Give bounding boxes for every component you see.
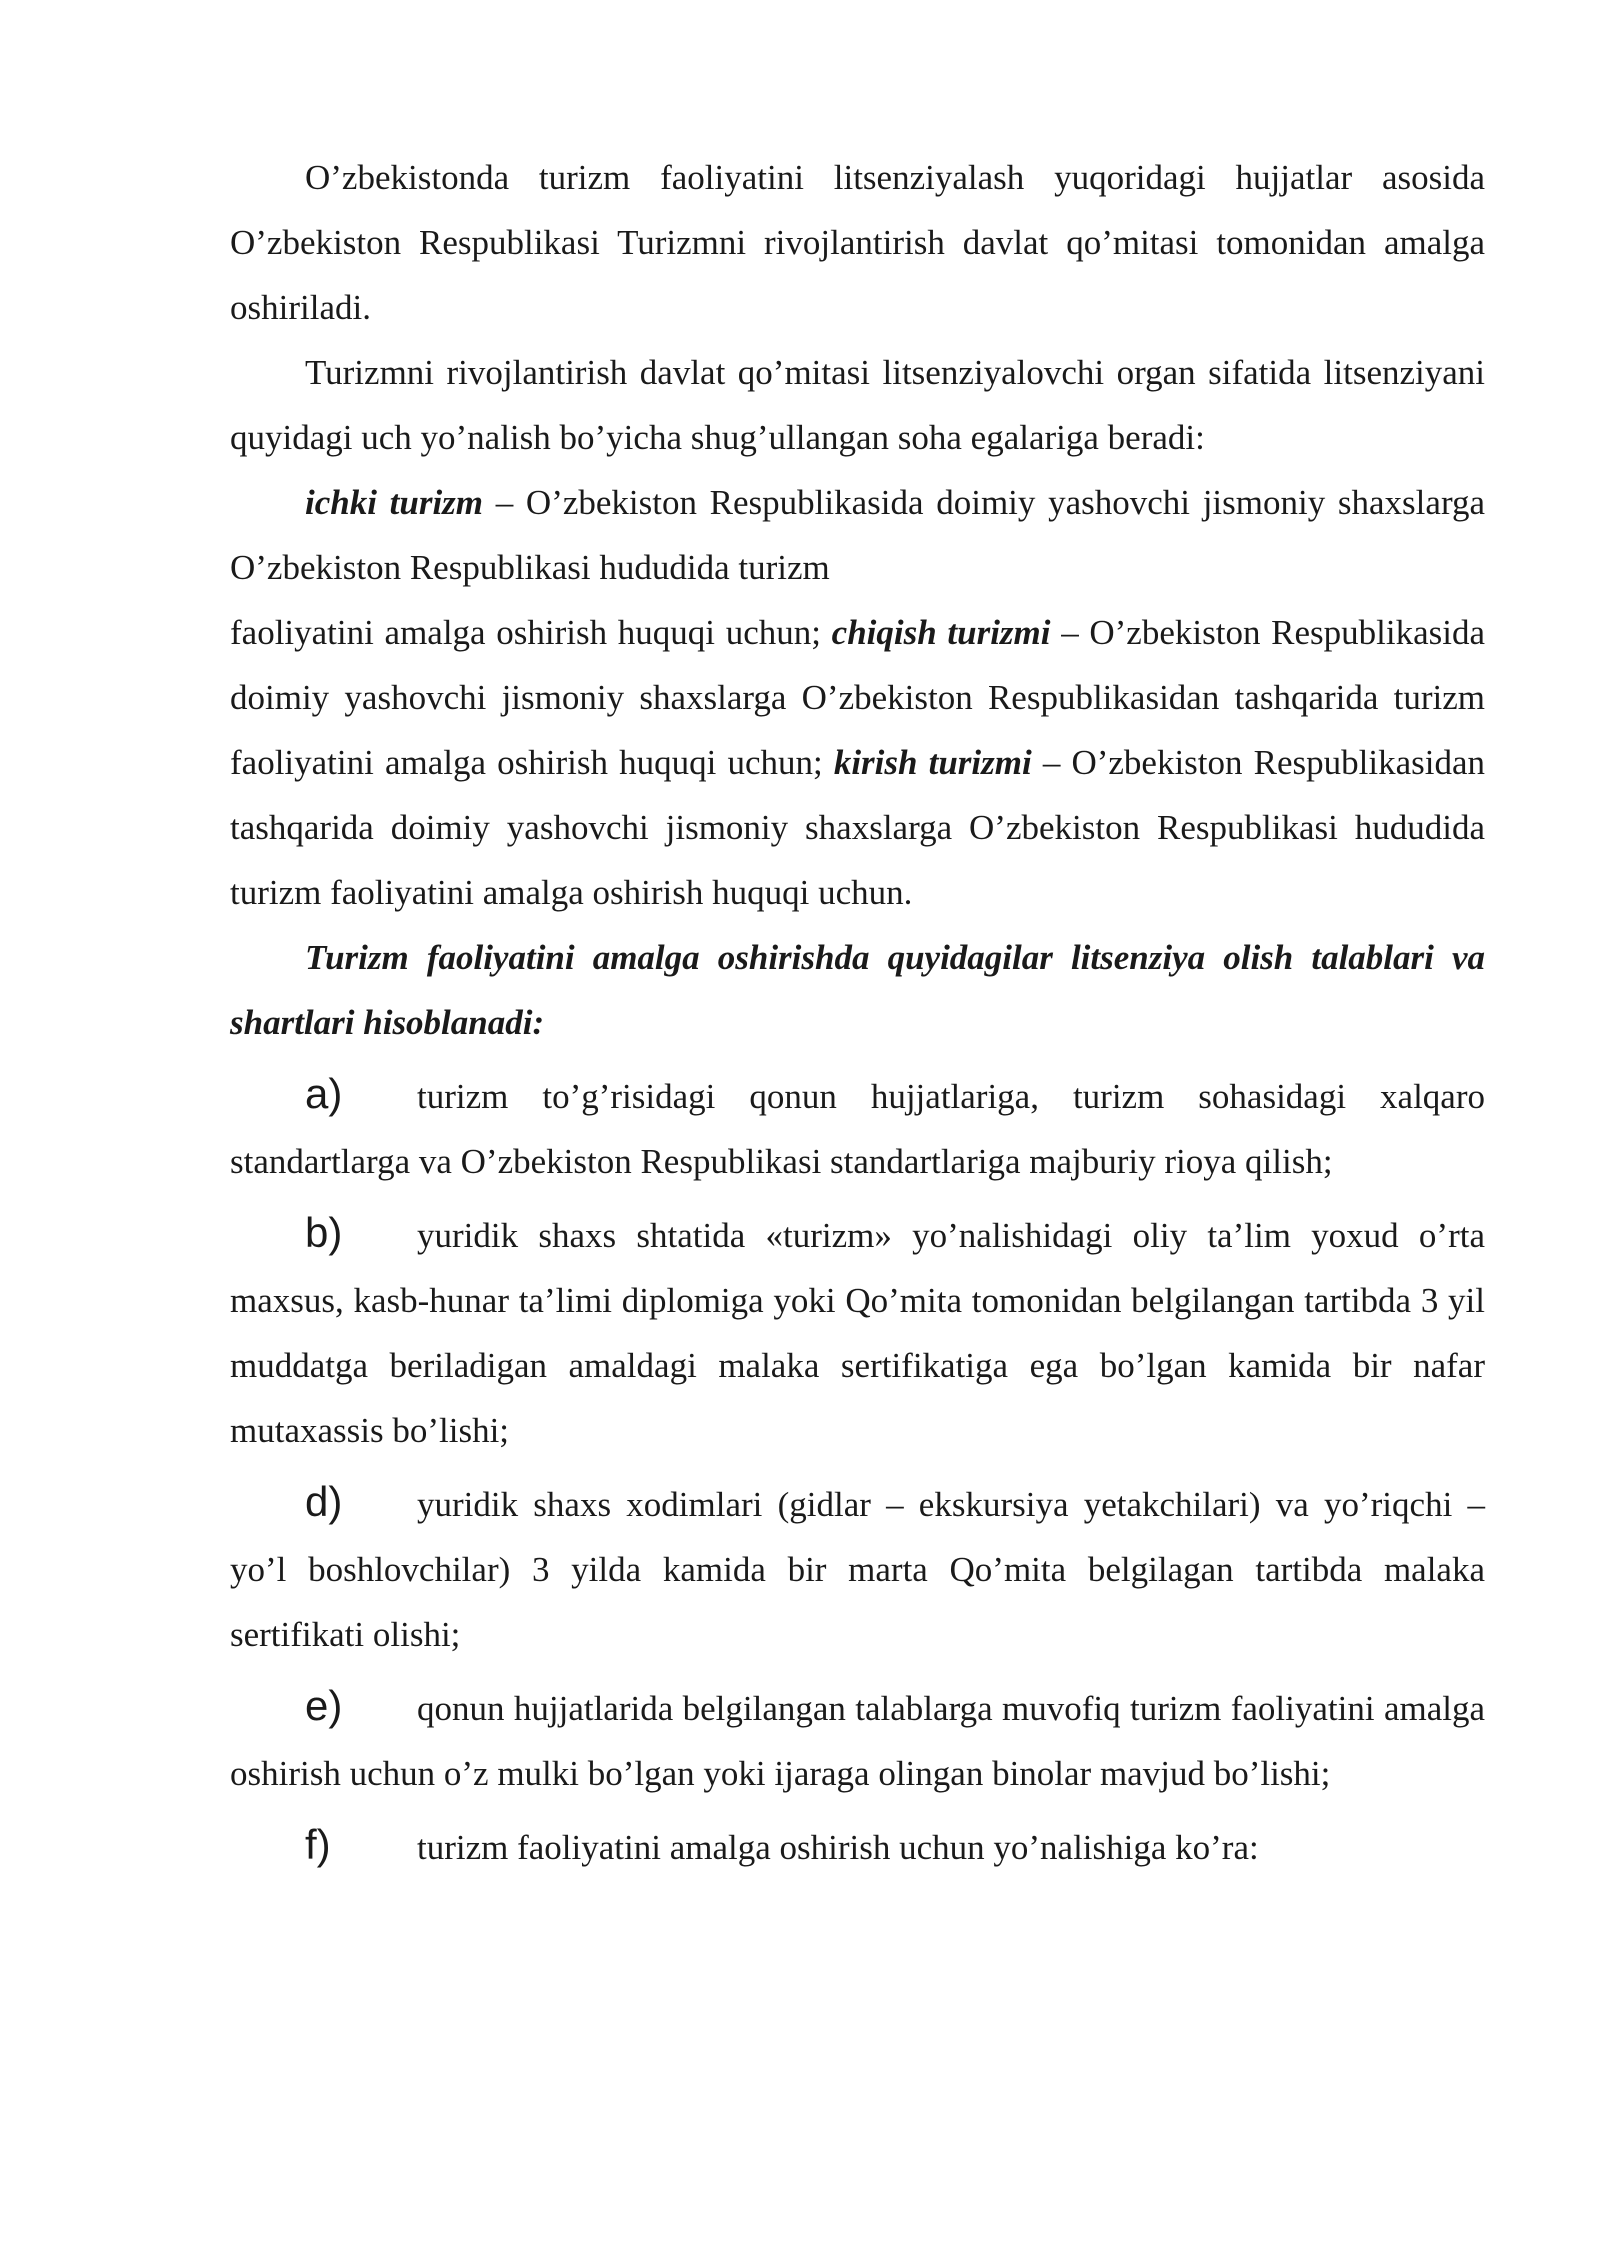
section-heading-license-requirements: Turizm faoliyatini amalga oshirishda quyidagilar litsenziya olish talablari va shartlari hisoblanadi: [230, 938, 1485, 1042]
inbound-tourism-definition: – O’zbekiston Respublikasidan tashqarida doimiy yashovchi jismoniy shaxslarga O’zbekiston Respublikasi hududida turizm faoliyatini amalga oshirish huquqi uchun. [230, 743, 1486, 912]
term-domestic-tourism: ichki turizm [305, 483, 484, 522]
paragraph-three-directions: Turizmni rivojlantirish davlat qo’mitasi litsenziyalovchi organ sifatida litsenziyani quyidagi uch yo’nalish bo’yicha shug’ullangan soha egalariga beradi: [230, 353, 1485, 457]
list-marker: b) [305, 1209, 343, 1256]
list-item-text: yuridik shaxs xodimlari (gidlar – ekskursiya yetakchilari) va yo’riqchi – yo’l boshlovchilar) 3 yilda kamida bir marta Qo’mita belgilagan tartibda malaka sertifikati olishi; [230, 1485, 1485, 1654]
list-item [230, 1469, 1485, 1667]
domestic-tourism-definition: – O’zbekiston Respublikasida doimiy yashovchi jismoniy shaxslarga O’zbekiston Respublikasi hududida turizm [230, 483, 1485, 587]
list-item-text: qonun hujjatlarida belgilangan talablarga muvofiq turizm faoliyatini amalga oshirish uchun o’z mulki bo’lgan yoki ijaraga olingan binolar mavjud bo’lishi; [230, 1689, 1485, 1793]
paragraph-outbound-inbound-tourism [230, 600, 1485, 925]
list-marker: f) [305, 1821, 331, 1868]
outbound-lead-text: faoliyatini amalga oshirish huquqi uchun; [230, 613, 832, 652]
list-marker: a) [305, 1070, 343, 1117]
paragraph-licensing-intro: O’zbekistonda turizm faoliyatini litsenziyalash yuqoridagi hujjatlar asosida O’zbekiston Respublikasi Turizmni rivojlantirish davlat qo’mitasi tomonidan amalga oshiriladi. [230, 158, 1485, 327]
list-item [230, 1200, 1485, 1463]
list-marker: e) [305, 1682, 343, 1729]
term-outbound-tourism: chiqish turizmi [831, 613, 1051, 652]
list-marker: d) [305, 1478, 343, 1525]
list-item [230, 1812, 1485, 1880]
list-item-text: yuridik shaxs shtatida «turizm» yo’nalishidagi oliy ta’lim yoxud o’rta maxsus, kasb-hunar ta’limi diplomiga yoki Qo’mita tomonidan belgilangan tartibda 3 yil muddatga beriladigan amaldagi malaka sertifikatiga ega bo’lgan kamida bir nafar mutaxassis bo’lishi; [230, 1216, 1485, 1450]
list-item-text: turizm to’g’risidagi qonun hujjatlariga, turizm sohasidagi xalqaro standartlarga va O’zbekiston Respublikasi standartlariga majburiy rioya qilish; [230, 1077, 1485, 1181]
document-page [230, 145, 1485, 1880]
list-item [230, 1061, 1485, 1194]
list-item [230, 1673, 1485, 1806]
outbound-tourism-definition: – O’zbekiston Respublikasida doimiy yashovchi jismoniy shaxslarga O’zbekiston Respublikasidan tashqarida turizm faoliyatini amalga oshirish huquqi uchun; [230, 613, 1485, 782]
term-inbound-tourism: kirish turizmi [833, 743, 1032, 782]
list-item-text: turizm faoliyatini amalga oshirish uchun yo’nalishiga ko’ra: [417, 1828, 1259, 1867]
paragraph-domestic-tourism [230, 470, 1485, 600]
